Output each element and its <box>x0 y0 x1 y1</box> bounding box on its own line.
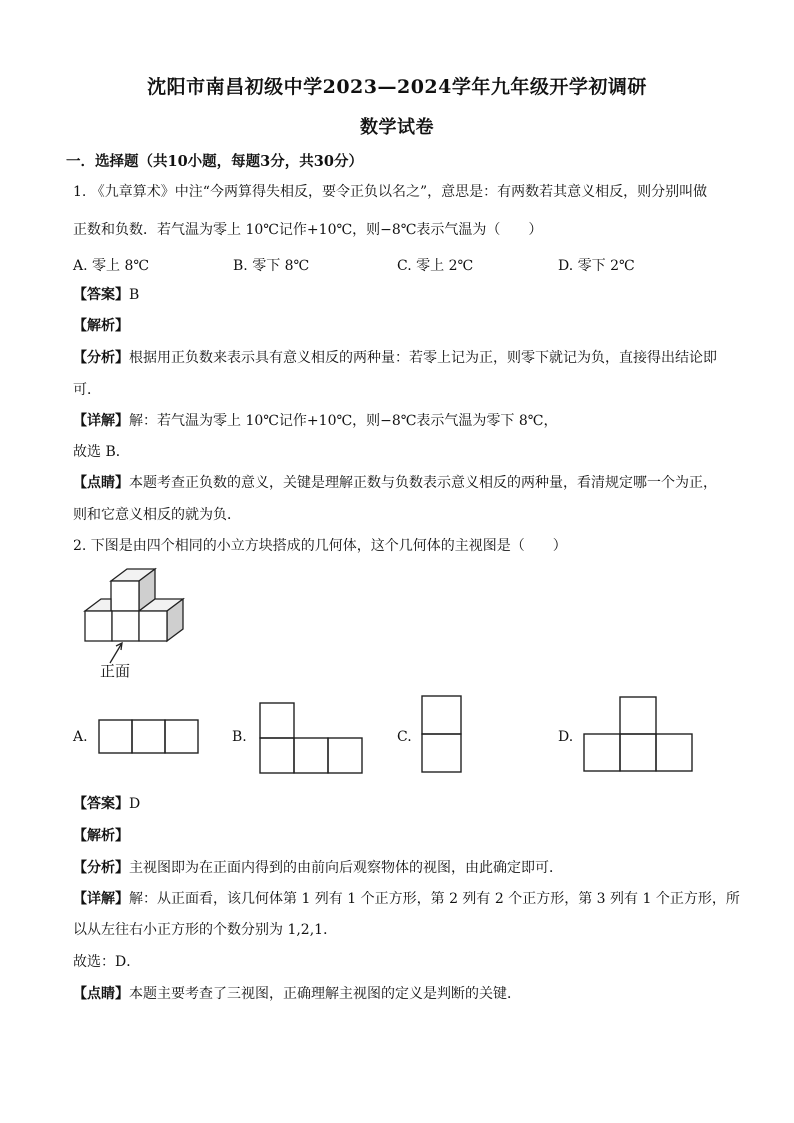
q2-analysis-tag: 【解析】 <box>73 828 129 844</box>
q2-option-a-label: A. <box>73 729 88 745</box>
q1-fenxi-text: 根据用正负数来表示具有意义相反的两种量：若零上记为正，则零下就记为负，直接得出结论即 <box>129 350 717 366</box>
q1-fenxi-tag: 【分析】 <box>73 350 129 366</box>
page-title: 沈阳市南昌初级中学2023—2024学年九年级开学初调研 <box>147 76 647 98</box>
q2-choose: 故选：D． <box>73 954 141 970</box>
q2-option-d-figure <box>583 696 693 774</box>
q2-answer-tag: 【答案】 <box>73 796 129 812</box>
q1-stem-line1: 1. 《九章算术》中注“今两算得失相反，要令正负以名之”，意思是：有两数若其意义相反，则分别叫做 <box>73 184 708 200</box>
q2-option-d-label: D. <box>558 729 574 745</box>
q2-option-c-label: C. <box>397 729 412 745</box>
q2-fenxi-text: 主视图即为在正面内得到的由前向后观察物体的视图，由此确定即可． <box>129 860 563 876</box>
q1-fenxi-line1 <box>73 348 717 368</box>
q2-option-c-figure <box>421 695 463 775</box>
q1-choose: 故选 B． <box>73 444 130 460</box>
q1-answer-row <box>73 285 139 305</box>
q2-fenxi-tag: 【分析】 <box>73 860 129 876</box>
q2-comment-row <box>73 984 521 1004</box>
q1-comment-line1 <box>73 473 717 493</box>
q2-answer: D <box>129 796 141 812</box>
q1-option-d: D. 零下 2℃ <box>558 258 635 274</box>
front-label: 正面 <box>100 662 131 680</box>
q2-fenxi-row <box>73 858 563 878</box>
q2-option-a-figure <box>98 719 200 755</box>
q2-stem: 2. 下图是由四个相同的小立方块搭成的几何体，这个几何体的主视图是（ ） <box>73 538 567 554</box>
q1-answer-tag: 【答案】 <box>73 287 129 303</box>
q1-detail-row <box>73 411 557 431</box>
q1-answer: B <box>129 287 140 303</box>
q1-comment-text: 本题考查正负数的意义，关键是理解正数与负数表示意义相反的两种量，看清规定哪一个为正， <box>129 475 717 491</box>
q2-option-b-label: B. <box>232 729 247 745</box>
q1-option-b: B. 零下 8℃ <box>233 258 310 274</box>
q1-stem-line2: 正数和负数．若气温为零上 10℃记作+10℃，则−8℃表示气温为（ ） <box>73 222 543 238</box>
q2-detail-tag: 【详解】 <box>73 891 129 907</box>
q2-answer-row <box>73 794 140 814</box>
q1-comment-tag: 【点睛】 <box>73 475 129 491</box>
q2-comment-text: 本题主要考查了三视图，正确理解主视图的定义是判断的关键． <box>129 986 521 1002</box>
q2-detail-text: 解：从正面看，该几何体第 1 列有 1 个正方形，第 2 列有 2 个正方形，第 3 列有 1 个正方形，所 <box>129 891 740 907</box>
q1-option-a: A. 零上 8℃ <box>73 258 150 274</box>
q1-detail-tag: 【详解】 <box>73 413 129 429</box>
q2-detail-line2: 以从左往右小正方形的个数分别为 1,2,1． <box>73 922 338 938</box>
section-heading: 一．选择题（共10小题，每题3分，共30分） <box>66 153 363 170</box>
q2-comment-tag: 【点睛】 <box>73 986 129 1002</box>
q1-analysis-tag: 【解析】 <box>73 318 129 334</box>
q2-solid-figure <box>80 568 190 683</box>
q2-detail-line1 <box>73 889 740 909</box>
page-subtitle: 数学试卷 <box>360 117 434 138</box>
q1-comment-line2: 则和它意义相反的就为负． <box>73 507 241 523</box>
q1-option-c: C. 零上 2℃ <box>397 258 474 274</box>
q1-detail-text: 解：若气温为零上 10℃记作+10℃，则−8℃表示气温为零下 8℃， <box>129 413 558 429</box>
q1-fenxi-line2: 可． <box>73 382 101 398</box>
q2-option-b-figure <box>259 702 365 774</box>
